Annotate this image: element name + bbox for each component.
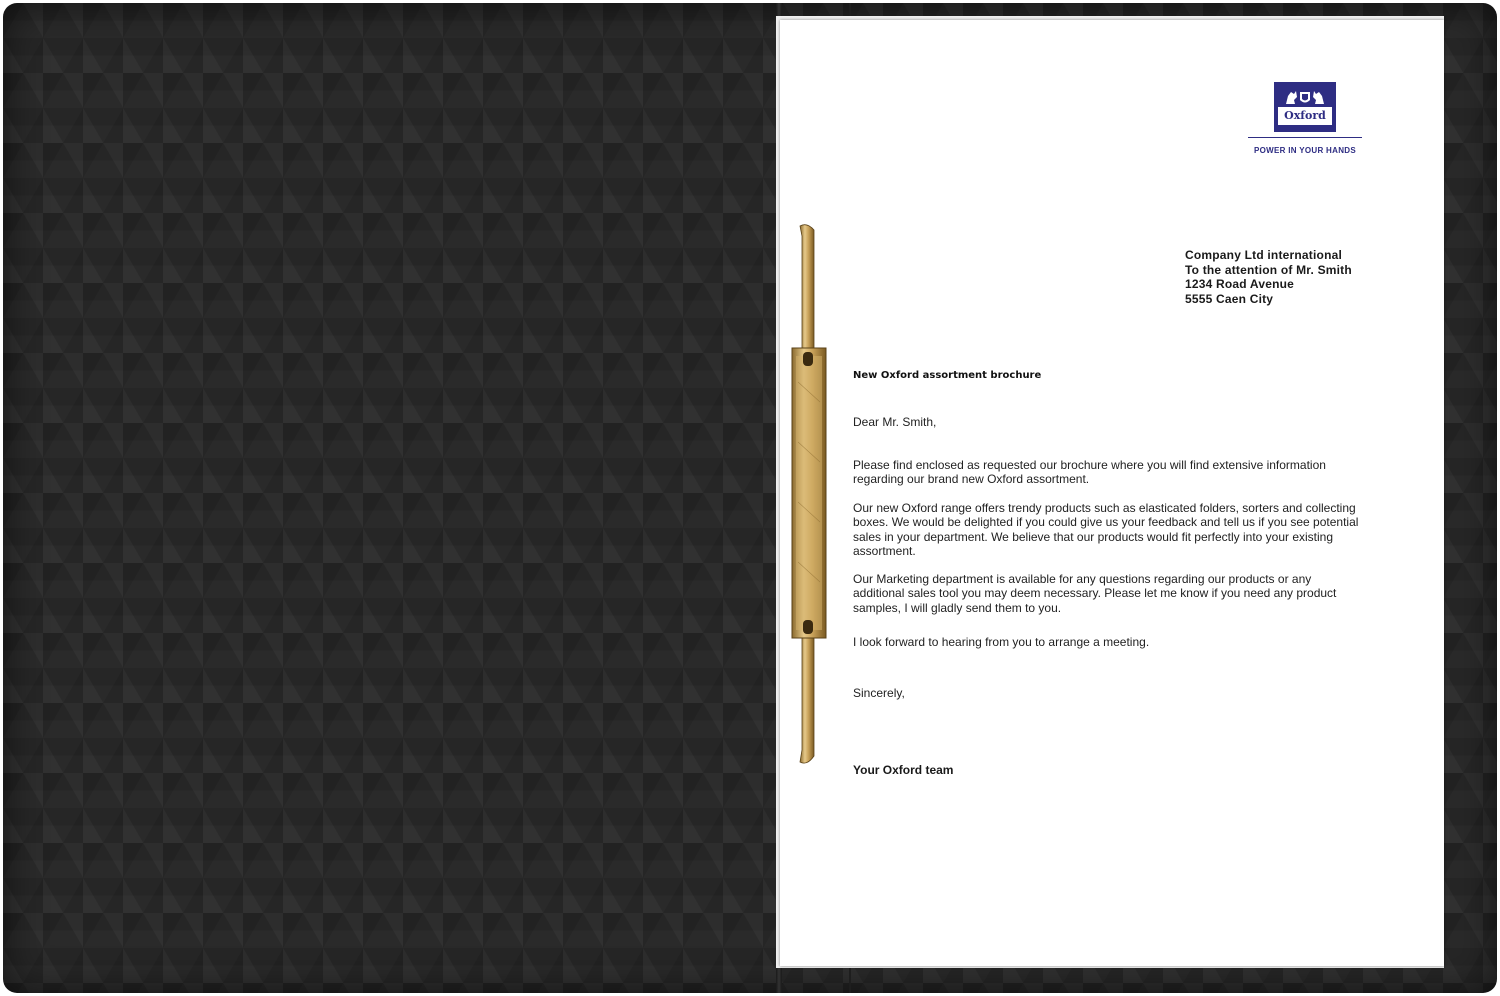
letter-sheet xyxy=(780,20,1444,966)
letter-closing: Sincerely, xyxy=(853,686,905,700)
oxford-logo xyxy=(1274,82,1336,132)
letter-paragraph: Our Marketing department is available for any questions regarding our products or any additional sales tool you may deem necessary. Please let me know if you need any product samples, I will gladly send them to you. xyxy=(853,572,1337,615)
address-line: 5555 Caen City xyxy=(1185,291,1274,306)
metal-fastener xyxy=(784,222,834,766)
logo-divider xyxy=(1248,137,1362,138)
letter-paragraph: Please find enclosed as requested our brochure where you will find extensive information regarding our brand new Oxford assortment. xyxy=(853,458,1326,487)
letter-greeting: Dear Mr. Smith, xyxy=(853,415,937,429)
letter-signature: Your Oxford team xyxy=(853,763,954,777)
letter-paragraph: I look forward to hearing from you to arrange a meeting. xyxy=(853,635,1150,649)
address-line: To the attention of Mr. Smith xyxy=(1185,262,1352,277)
address-line: 1234 Road Avenue xyxy=(1185,277,1295,291)
logo-tagline: POWER IN YOUR HANDS xyxy=(1253,146,1356,155)
address-line: Company Ltd international xyxy=(1185,248,1343,262)
logo-wordmark: Oxford xyxy=(1278,107,1332,125)
lion-crest-icon xyxy=(1282,88,1328,106)
letter-subject: New Oxford assortment brochure xyxy=(853,370,1042,381)
recipient-address xyxy=(1185,248,1352,306)
letter-paragraph: Our new Oxford range offers trendy products such as elasticated folders, sorters and collecting boxes. We would be delighted if you could give us your feedback and tell us if you see potential sales in your department. We believe that our products would fit perfectly into your existing assortment. xyxy=(853,501,1359,559)
